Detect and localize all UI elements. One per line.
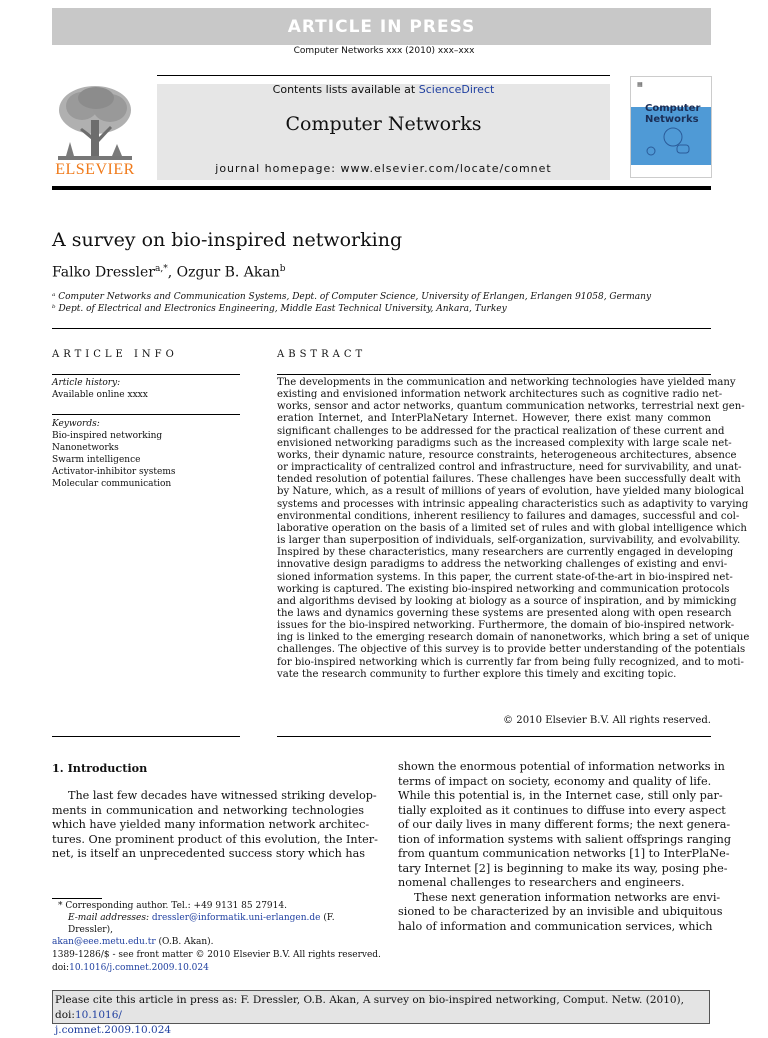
article-info-heading: ARTICLE INFO [52, 349, 178, 360]
corresponding-text: * Corresponding author. Tel.: +49 9131 85 27914. [58, 901, 287, 911]
cite-doi-link-part1[interactable]: 10.1016/ [74, 1009, 122, 1021]
abstract-line: working is captured. The existing bio-inspired networking and communication protocols [277, 583, 730, 595]
intro-right-line: tially exploited as it continues to diffuse into every aspect [398, 803, 726, 817]
intro-right-line: sioned to be characterized by an invisible and ubiquitous [398, 905, 723, 918]
intro-right-line: tary Internet [2] is beginning to make its way, posing phe- [398, 861, 728, 875]
abstract-line: eration Internet, and InterPlaNetary Internet. However, there exist many common [277, 413, 711, 425]
email-label: E-mail addresses: [68, 913, 150, 923]
abstract-line: by Nature, which, as a result of millions of years of evolution, have yielded many biological [277, 486, 745, 498]
keyword: Bio-inspired networking [52, 431, 163, 441]
email-link-akan[interactable]: akan@eee.metu.edu.tr [52, 937, 156, 947]
intro-right-line: nomenal challenges to researchers and engineers. [398, 876, 685, 889]
abstract-line: envisioned networking paradigms such as the increased complexity with large scale net- [277, 437, 732, 449]
email-line-2 [52, 936, 364, 948]
copyright: © 2010 Elsevier B.V. All rights reserved. [503, 715, 711, 726]
abstract-rule [277, 374, 711, 375]
email-line [52, 912, 364, 936]
cite-doi-link-part2[interactable]: j.comnet.2009.10.024 [55, 1024, 172, 1036]
doi-prefix: doi: [52, 963, 70, 973]
paper-title: A survey on bio-inspired networking [52, 229, 403, 251]
intro-right-line: halo of information and communication services, which [398, 919, 713, 933]
abstract-line: and algorithms devised by looking at biology as a source of inspiration, and by mimicking [277, 595, 737, 607]
author-separator: , [167, 264, 177, 281]
intro-left-line: net, is itself an unprecedented success story which has [52, 847, 366, 860]
journal-reference: Computer Networks xxx (2010) xxx–xxx [293, 46, 475, 56]
title-block-rule [52, 328, 711, 329]
abstract-line: innovative design paradigms to address the networking challenges of existing and envi- [277, 559, 728, 571]
abstract-line: sioned information systems. In this paper, the current state-of-the-art in bio-inspired net- [277, 571, 733, 583]
abstract-line: tended resolution of potential failures. These challenges have been successfully dealt with [277, 474, 741, 486]
article-in-press-banner: ARTICLE IN PRESS [52, 8, 711, 45]
corresponding-author [52, 900, 364, 912]
header-thick-rule [52, 186, 711, 190]
abstract-bottom-rule [277, 736, 711, 737]
authors [52, 264, 286, 281]
intro-right-column [398, 760, 732, 934]
article-history [52, 377, 148, 401]
journal-homepage[interactable]: journal homepage: www.elsevier.com/locate/comnet [215, 162, 552, 175]
intro-left-line: ments in communication and networking technologies [52, 803, 364, 817]
abstract-line: The developments in the communication and networking technologies have yielded many [277, 377, 736, 388]
section-title-introduction: 1. Introduction [52, 761, 148, 775]
abstract-line: works, their dynamic nature, resource constraints, heterogeneous architectures, absence [277, 449, 737, 461]
abstract-line: environmental conditions, inherent resiliency to failures and damages, successful and col- [277, 510, 740, 522]
keyword: Nanonetworks [52, 443, 119, 453]
affiliation-b: ᵇ Dept. of Electrical and Electronics Engineering, Middle East Technical University, Ankara, Turkey [52, 304, 507, 314]
abstract-line: existing and envisioned information network architectures such as cognitive radio net- [277, 389, 723, 401]
keywords-rule [52, 414, 240, 415]
intro-left-line: The last few decades have witnessed striking develop- [68, 789, 377, 802]
intro-right-line: from quantum communication networks [1] to InterPlaNe- [398, 847, 730, 860]
abstract-line: issues for the bio-inspired networking. Furthermore, the domain of bio-inspired network- [277, 620, 735, 632]
abstract-line: vate the research community to further explore this timely and exciting topic. [277, 668, 677, 680]
abstract-line: systems and processes with intrinsic appealing characteristics such as adaptivity to varying [277, 498, 749, 510]
email-link-dressler[interactable]: dressler@informatik.uni-erlangen.de [151, 913, 321, 923]
intro-right-line: terms of impact on society, economy and quality of life. [398, 774, 712, 788]
contents-line [157, 83, 610, 96]
abstract-line: significant challenges to be addressed for the practical realization of these current and [277, 425, 725, 437]
abstract-line: works, sensor and actor networks, quantum communication networks, terrestrial next gen- [277, 401, 745, 413]
author-1[interactable]: Falko Dressler [52, 264, 155, 281]
email2-owner: (O.B. Akan). [155, 937, 214, 947]
intro-left-column [52, 789, 378, 862]
abstract-line: the laws and dynamics governing these systems are presented along with open research [277, 607, 732, 619]
footnote-rule [52, 898, 102, 899]
affiliation-a: ᵃ Computer Networks and Communication Systems, Dept. of Computer Science, University of Erlangen, Erlangen 91058, Germany [52, 292, 652, 302]
issn-block [52, 949, 381, 975]
keywords-label: Keywords: [52, 419, 100, 429]
keyword: Activator-inhibitor systems [52, 467, 176, 477]
doi-line [52, 962, 381, 975]
journal-title: Computer Networks [285, 113, 482, 135]
author-1-affil: a,* [154, 264, 168, 274]
intro-left-line: tures. One prominent product of this evolution, the Inter- [52, 832, 378, 846]
journal-cover-thumbnail [630, 76, 712, 178]
abstract-line: Inspired by these characteristics, many researchers are currently engaged in developing [277, 547, 734, 559]
history-value: Available online xxxx [52, 390, 148, 400]
abstract-line: or impracticality of centralized control and infrastructure, need for survivability, and unat- [277, 462, 742, 474]
keyword: Molecular communication [52, 479, 172, 489]
intro-right-line: These next generation information networks are envi- [414, 890, 721, 904]
elsevier-wordmark: ELSEVIER [55, 161, 135, 178]
abstract-line: laborative operation on the basis of a limited set of rules and with global intelligence which [277, 522, 747, 534]
email1-owner: (F. Dressler), [68, 913, 335, 935]
cover-title-line2: Networks [645, 114, 699, 125]
footnote [52, 900, 364, 948]
article-info-rule [52, 374, 240, 375]
history-label: Article history: [52, 378, 121, 388]
intro-right-line: While this potential is, in the Internet case, still only par- [398, 789, 723, 802]
sciencedirect-link[interactable]: ScienceDirect [418, 83, 495, 96]
intro-left-line: which have yielded many information network architec- [52, 818, 370, 831]
abstract-line: challenges. The objective of this survey is to provide better understanding of the potentials [277, 644, 746, 656]
cite-text: Please cite this article in press as: F. Dressler, O.B. Akan, A survey on bio-inspired networking, Comput. Netw. (2010), doi: [55, 994, 684, 1021]
intro-right-line: tion of information systems with salient offsprings ranging [398, 832, 732, 846]
intro-right-line: shown the enormous potential of information networks in [398, 760, 725, 773]
keywords-block [52, 418, 175, 490]
keyword: Swarm intelligence [52, 455, 141, 465]
cover-logo-icon: ▦ [637, 81, 643, 88]
abstract-line: for bio-inspired networking which is currently far from being fully recognized, and to moti- [277, 656, 744, 668]
cover-title-line1: Computer [645, 103, 701, 114]
abstract-heading: ABSTRACT [277, 349, 367, 360]
author-2-affil: b [279, 264, 286, 274]
abstract-text [277, 377, 750, 681]
contents-prefix: Contents lists available at [272, 83, 419, 96]
abstract-line: is larger than superposition of individuals, self-organization, survivability, and evolvability. [277, 535, 741, 547]
issn-line: 1389-1286/$ - see front matter © 2010 Elsevier B.V. All rights reserved. [52, 950, 381, 960]
intro-right-line: of our daily lives in many different forms; the next genera- [398, 818, 731, 831]
article-info-bottom-rule [52, 736, 240, 737]
cite-this-article-box [52, 990, 710, 1036]
abstract-line: ing is linked to the emerging research domain of nanonetworks, which bring a set of unique [277, 632, 750, 644]
author-2[interactable]: Ozgur B. Akan [176, 264, 280, 281]
doi-link[interactable]: 10.1016/j.comnet.2009.10.024 [69, 963, 209, 973]
cover-title [645, 103, 700, 125]
